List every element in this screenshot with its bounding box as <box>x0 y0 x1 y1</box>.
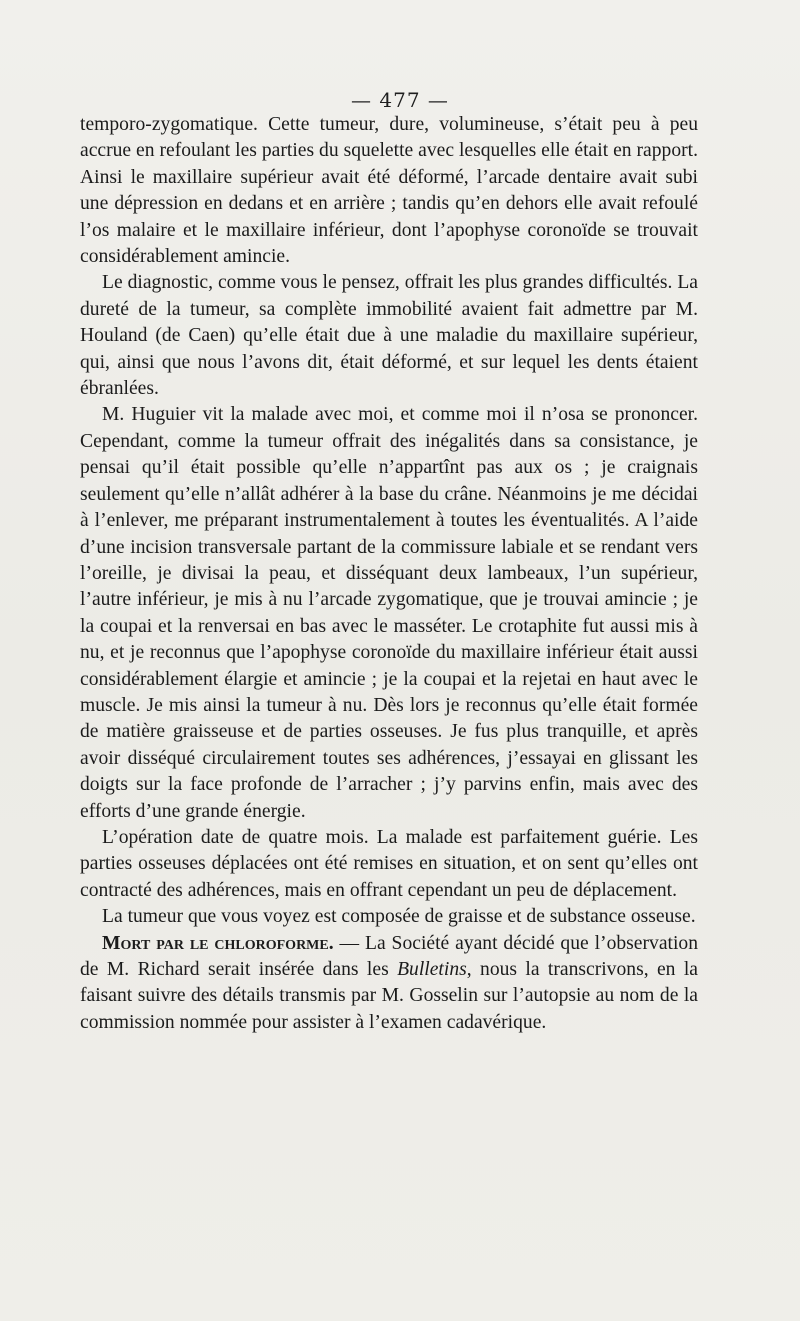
paragraph-4: L’opération date de quatre mois. La malade est parfaitement guérie. Les parties osseuses déplacées ont été remises en situation, et on sent qu’elles ont contracté des adhérences, mais en offrant cependant un peu de déplacement. <box>80 826 698 901</box>
bulletins-italic: Bulletins <box>397 959 467 980</box>
paragraph-6-text-b: , nous la transcrivons, en la faisant suivre des détails transmis par M. Gosselin sur l’autopsie au nom de la commission nommée pour assister à l’examen cadavérique. <box>80 959 698 1033</box>
paragraph-1: temporo-zygomatique. Cette tumeur, dure, volumineuse, s’était peu à peu accrue en refoulant les parties du squelette avec lesquelles elle était en rapport. Ainsi le maxillaire supérieur avait été déformé, l’arcade dentaire avait subi une dépression en dedans et en arrière ; tandis qu’en dehors elle avait refoulé l’os malaire et le maxillaire inférieur, dont l’apophyse coronoïde se trouvait considérablement amincie. <box>80 114 698 268</box>
paragraph-5: La tumeur que vous voyez est composée de graisse et de substance osseuse. <box>102 906 696 928</box>
paragraph-2: Le diagnostic, comme vous le pensez, offrait les plus grandes difficultés. La dureté de la tumeur, sa complète immobilité avaient fait admettre par M. Houland (de Caen) qu’elle était due à une maladie du maxillaire supérieur, qui, ainsi que nous l’avons dit, était déformé, et sur lequel les dents étaient ébranlées. <box>80 272 698 400</box>
page-number: — 477 — <box>351 88 449 112</box>
body-text <box>80 112 698 1036</box>
paragraph-6 <box>80 931 698 1037</box>
paragraph-6-text-a: — La Société ayant décidé que l’observation de M. Richard serait insérée dans les <box>80 932 698 980</box>
section-heading: Mort par le chloroforme. <box>102 932 334 954</box>
paragraph-3: M. Huguier vit la malade avec moi, et comme moi il n’osa se prononcer. Cependant, comme la tumeur offrait des inégalités dans sa consistance, je pensai qu’il était possible qu’elle n’appartînt pas aux os ; je craignais seulement qu’elle n’allât adhérer à la base du crâne. Néanmoins je me décidai à l’enlever, me préparant instrumentalement à toutes les éventualités. A l’aide d’une incision transversale partant de la commissure labiale et se rendant vers l’oreille, je divisai la peau, et disséquant deux lambeaux, l’un supérieur, l’autre inférieur, je mis à nu l’arcade zygomatique, que je trouvai amincie ; je la coupai et la renversai en bas avec le masséter. Le crotaphite fut aussi mis à nu, et je reconnus que l’apophyse coronoïde du maxillaire inférieur était aussi considérablement élargie et amincie ; je la coupai et la rejetai en haut avec le muscle. Je mis ainsi la tumeur à nu. Dès lors je reconnus qu’elle était formée de matière graisseuse et de parties osseuses. Je fus plus tranquille, et après avoir disséqué circulairement toutes ses adhérences, j’essayai en glissant les doigts sur la face profonde de l’arracher ; j’y parvins enfin, mais avec des efforts d’une grande énergie. <box>80 404 698 822</box>
